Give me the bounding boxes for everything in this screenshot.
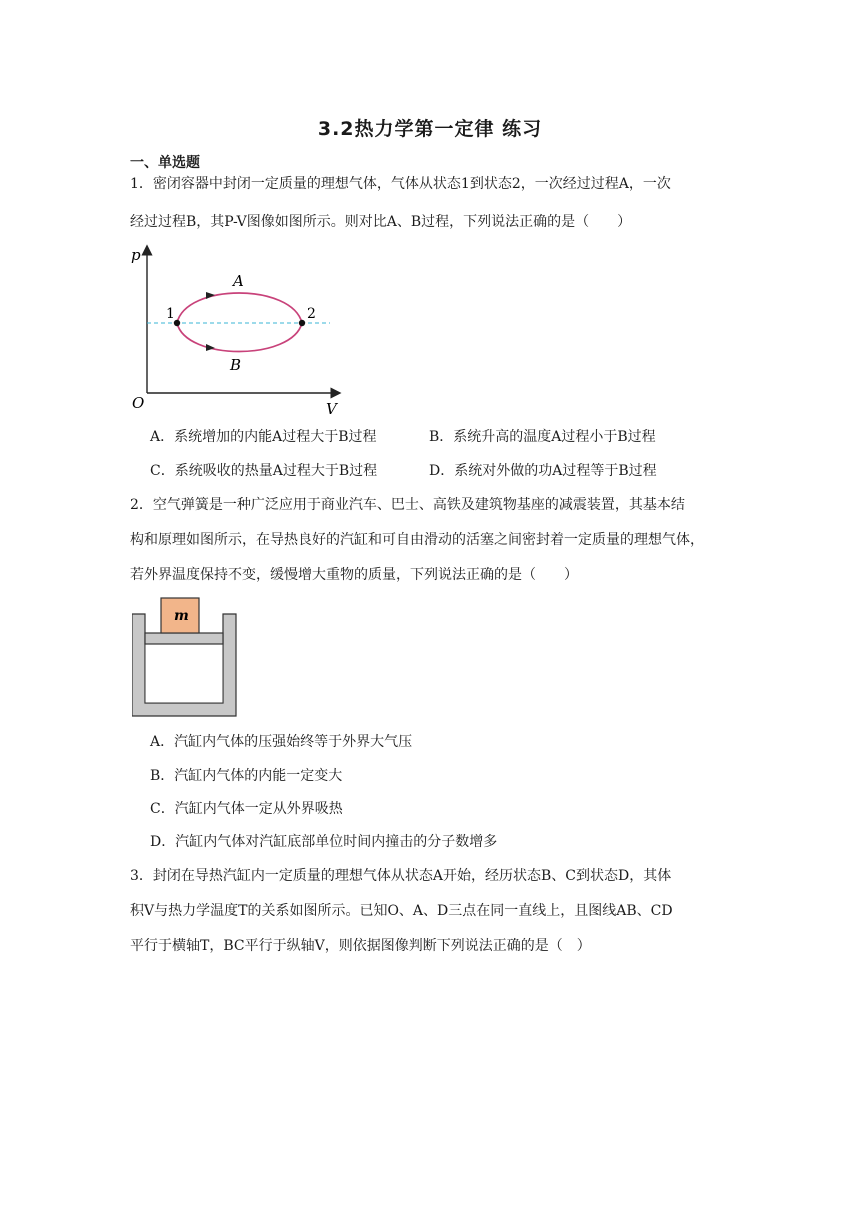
label-process-b: B xyxy=(230,356,242,374)
section-heading: 一、单选题 xyxy=(130,155,200,171)
q1-option-b[interactable]: B．系统升高的温度A过程小于B过程 xyxy=(429,429,656,445)
q2-text-line-2: 构和原理如图所示，在导热良好的汽缸和可自由滑动的活塞之间密封着一定质量的理想气体， xyxy=(130,532,704,548)
arrow-b-icon xyxy=(206,344,215,351)
q2-option-c[interactable]: C．汽缸内气体一定从外界吸热 xyxy=(150,801,343,817)
q2-option-b[interactable]: B．汽缸内气体的内能一定变大 xyxy=(150,768,343,784)
label-state-1: 1 xyxy=(166,306,175,322)
process-a-curve xyxy=(177,293,302,323)
q1-option-a[interactable]: A．系统增加的内能A过程大于B过程 xyxy=(150,429,377,445)
q2-option-a[interactable]: A．汽缸内气体的压强始终等于外界大气压 xyxy=(150,734,413,750)
q3-text-line-2: 积V与热力学温度T的关系如图所示。已知O、A、D三点在同一直线上，且图线AB、CD xyxy=(130,903,673,919)
page-title: 3.2热力学第一定律 练习 xyxy=(317,118,543,140)
label-state-2: 2 xyxy=(307,306,316,322)
piston xyxy=(145,633,223,644)
q1-option-c[interactable]: C．系统吸收的热量A过程大于B过程 xyxy=(150,463,378,479)
q2-air-spring-diagram xyxy=(132,596,238,717)
q3-text-line-3: 平行于横轴T，BC平行于纵轴V，则依据图像判断下列说法正确的是（ ） xyxy=(130,938,591,954)
q1-option-d[interactable]: D．系统对外做的功A过程等于B过程 xyxy=(429,463,657,479)
axis-label-v: V xyxy=(326,400,337,418)
q1-text-line-1: 1．密闭容器中封闭一定质量的理想气体，气体从状态1到状态2，一次经过过程A，一次 xyxy=(130,176,671,192)
mass-label: m xyxy=(174,608,189,624)
label-process-a: A xyxy=(233,272,244,290)
q1-pv-diagram xyxy=(126,240,348,418)
q2-option-d[interactable]: D．汽缸内气体对汽缸底部单位时间内撞击的分子数增多 xyxy=(150,834,498,850)
axis-label-p: p xyxy=(131,246,141,264)
state-2-point xyxy=(299,320,305,326)
gas-chamber xyxy=(145,644,223,703)
q1-text-line-2: 经过过程B，其P-V图像如图所示。则对比A、B过程，下列说法正确的是（ ） xyxy=(130,214,632,230)
process-b-curve xyxy=(177,323,302,352)
arrow-a-icon xyxy=(206,292,215,299)
q3-text-line-1: 3．封闭在导热汽缸内一定质量的理想气体从状态A开始，经历状态B、C到状态D，其体 xyxy=(130,868,672,884)
q2-text-line-1: 2．空气弹簧是一种广泛应用于商业汽车、巴士、高铁及建筑物基座的减震装置，其基本结 xyxy=(130,497,685,513)
origin-label: O xyxy=(132,394,145,412)
q2-text-line-3: 若外界温度保持不变，缓慢增大重物的质量，下列说法正确的是（ ） xyxy=(130,567,578,583)
